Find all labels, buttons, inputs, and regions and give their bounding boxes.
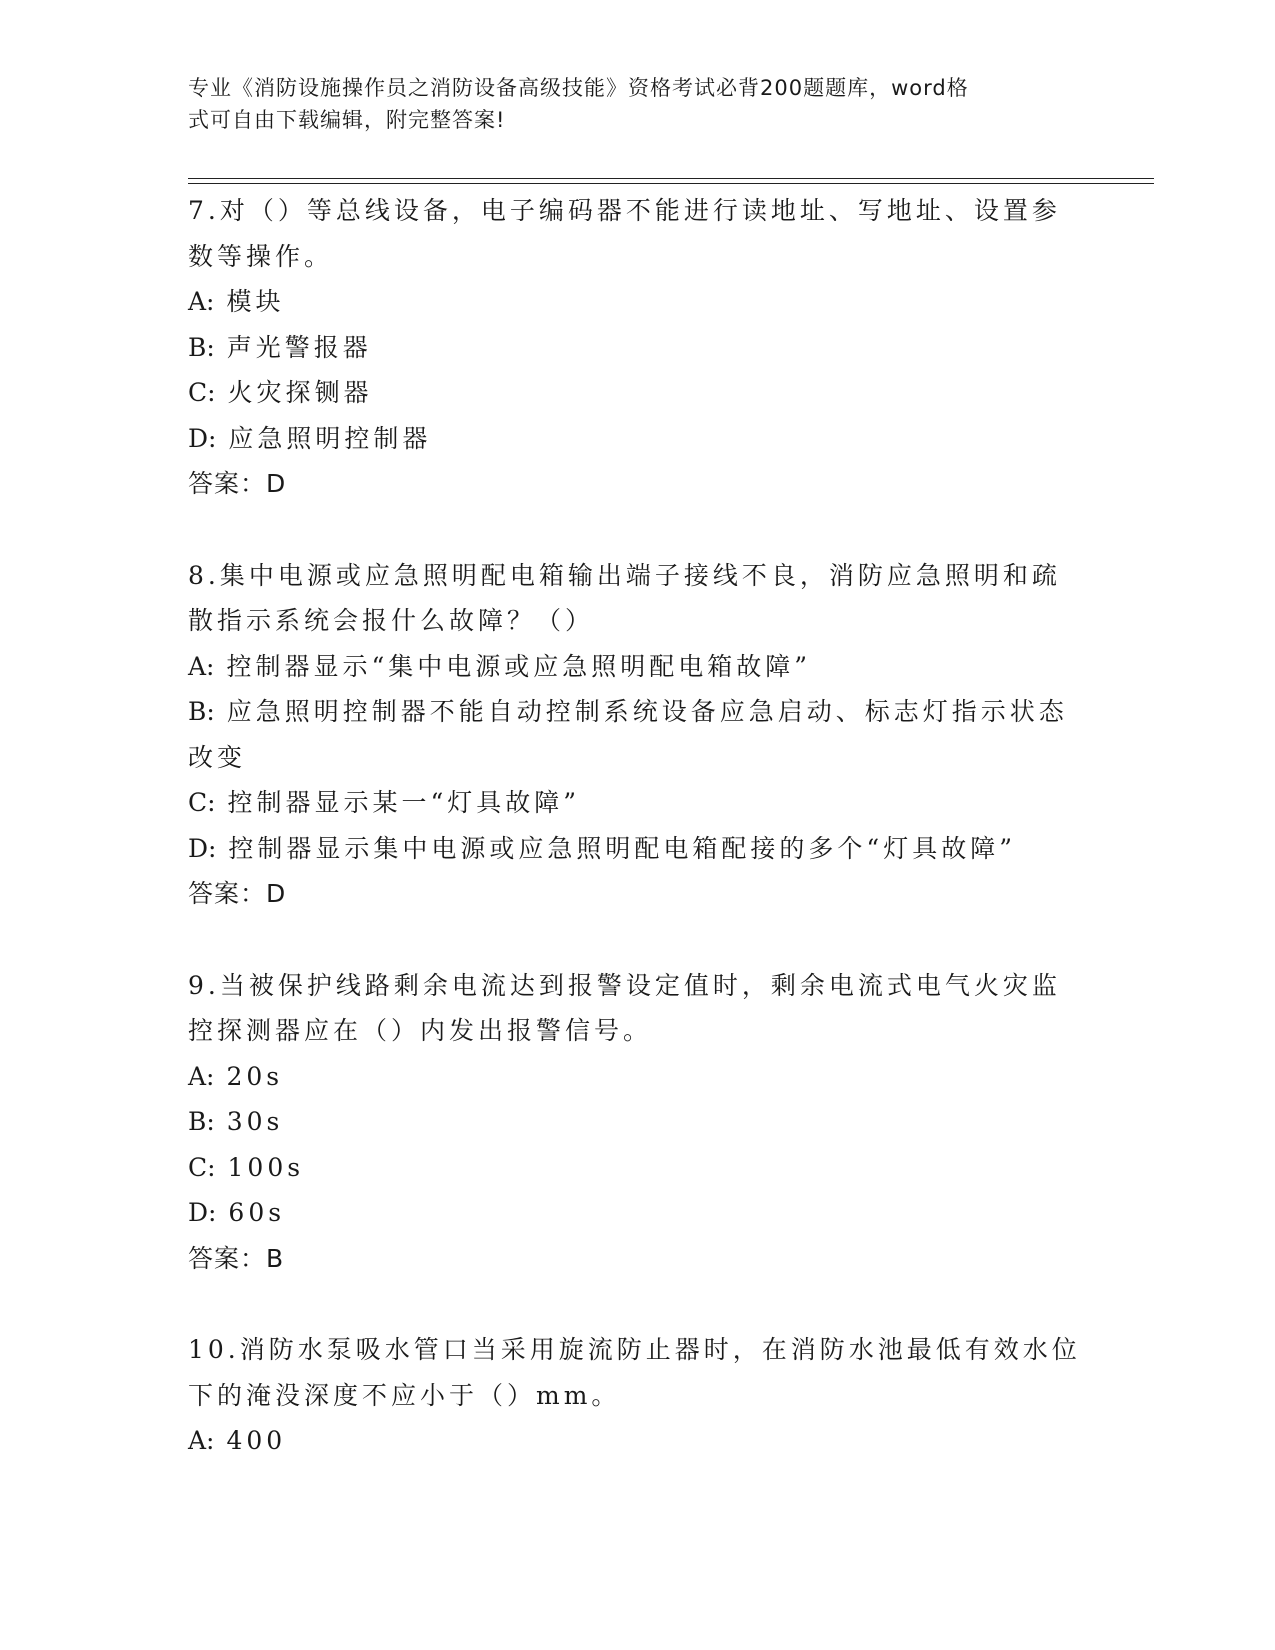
question-stem-line: 7.对（）等总线设备，电子编码器不能进行读地址、写地址、设置参: [188, 196, 1061, 225]
option-text: 400: [226, 1426, 287, 1455]
question-block: [188, 188, 1088, 507]
header-line-1: 专业《消防设施操作员之消防设备高级技能》资格考试必背200题题库，word格: [188, 76, 969, 100]
option-label: C:: [188, 1152, 216, 1182]
header-divider-bottom: [188, 183, 1154, 184]
answer-option: [188, 1190, 1088, 1236]
answer-option: [188, 370, 1088, 416]
question-list: [188, 188, 1088, 1464]
option-text: 改变: [188, 742, 247, 772]
option-text: 模块: [226, 287, 285, 316]
question-block: [188, 553, 1088, 917]
option-text: 60s: [228, 1198, 286, 1227]
option-label: B:: [188, 1107, 215, 1136]
option-label: A:: [188, 287, 215, 316]
option-text: 控制器显示某一“灯具故障”: [227, 788, 581, 817]
option-text: 控制器显示集中电源或应急照明配电箱配接的多个“灯具故障”: [228, 833, 1016, 863]
option-text: 应急照明控制器不能自动控制系统设备应急启动、标志灯指示状态: [226, 697, 1068, 726]
option-label: D:: [188, 423, 217, 453]
answer-option: [188, 279, 1088, 325]
answer-option: [188, 735, 1088, 781]
question-block: [188, 963, 1088, 1282]
option-text: 应急照明控制器: [228, 423, 432, 453]
option-label: D:: [188, 1198, 217, 1227]
question-stem-line: 控探测器应在（）内发出报警信号。: [188, 1016, 653, 1045]
option-label: B:: [188, 332, 215, 362]
answer-key: 答案：D: [188, 879, 287, 908]
header-line-2: 式可自由下载编辑，附完整答案!: [188, 108, 506, 132]
answer-option: [188, 1054, 1088, 1100]
answer-option: [188, 780, 1088, 826]
answer-option: [188, 416, 1088, 462]
option-label: C:: [188, 788, 216, 817]
option-text: 火灾探铡器: [227, 378, 373, 407]
answer-option: [188, 689, 1088, 735]
header-divider-top: [188, 178, 1154, 179]
answer-key: 答案：D: [188, 469, 287, 498]
answer-key: 答案：B: [188, 1243, 285, 1273]
option-label: A:: [188, 651, 215, 681]
option-label: C:: [188, 378, 216, 407]
question-stem-line: 下的淹没深度不应小于（）mm。: [188, 1380, 621, 1410]
answer-option: [188, 325, 1088, 371]
answer-option: [188, 826, 1088, 872]
document-header: [188, 72, 1088, 136]
option-label: D:: [188, 833, 217, 863]
question-stem-line: 8.集中电源或应急照明配电箱输出端子接线不良，消防应急照明和疏: [188, 560, 1061, 590]
answer-option: [188, 1418, 1088, 1464]
option-label: A:: [188, 1426, 215, 1455]
question-stem-line: 散指示系统会报什么故障？（）: [188, 606, 595, 635]
option-text: 20s: [226, 1061, 284, 1091]
answer-option: [188, 1099, 1088, 1145]
answer-option: [188, 1145, 1088, 1191]
option-text: 声光警报器: [226, 332, 372, 362]
option-label: A:: [188, 1061, 215, 1091]
option-text: 100s: [227, 1152, 305, 1182]
option-text: 控制器显示“集中电源或应急照明配电箱故障”: [226, 651, 812, 681]
question-block: [188, 1327, 1088, 1464]
question-stem-line: 9.当被保护线路剩余电流达到报警设定值时，剩余电流式电气火灾监: [188, 970, 1061, 1000]
question-stem-line: 10.消防水泵吸水管口当采用旋流防止器时，在消防水池最低有效水位: [188, 1335, 1081, 1364]
question-stem-line: 数等操作。: [188, 241, 334, 271]
option-label: B:: [188, 697, 215, 726]
answer-option: [188, 644, 1088, 690]
option-text: 30s: [226, 1107, 284, 1136]
